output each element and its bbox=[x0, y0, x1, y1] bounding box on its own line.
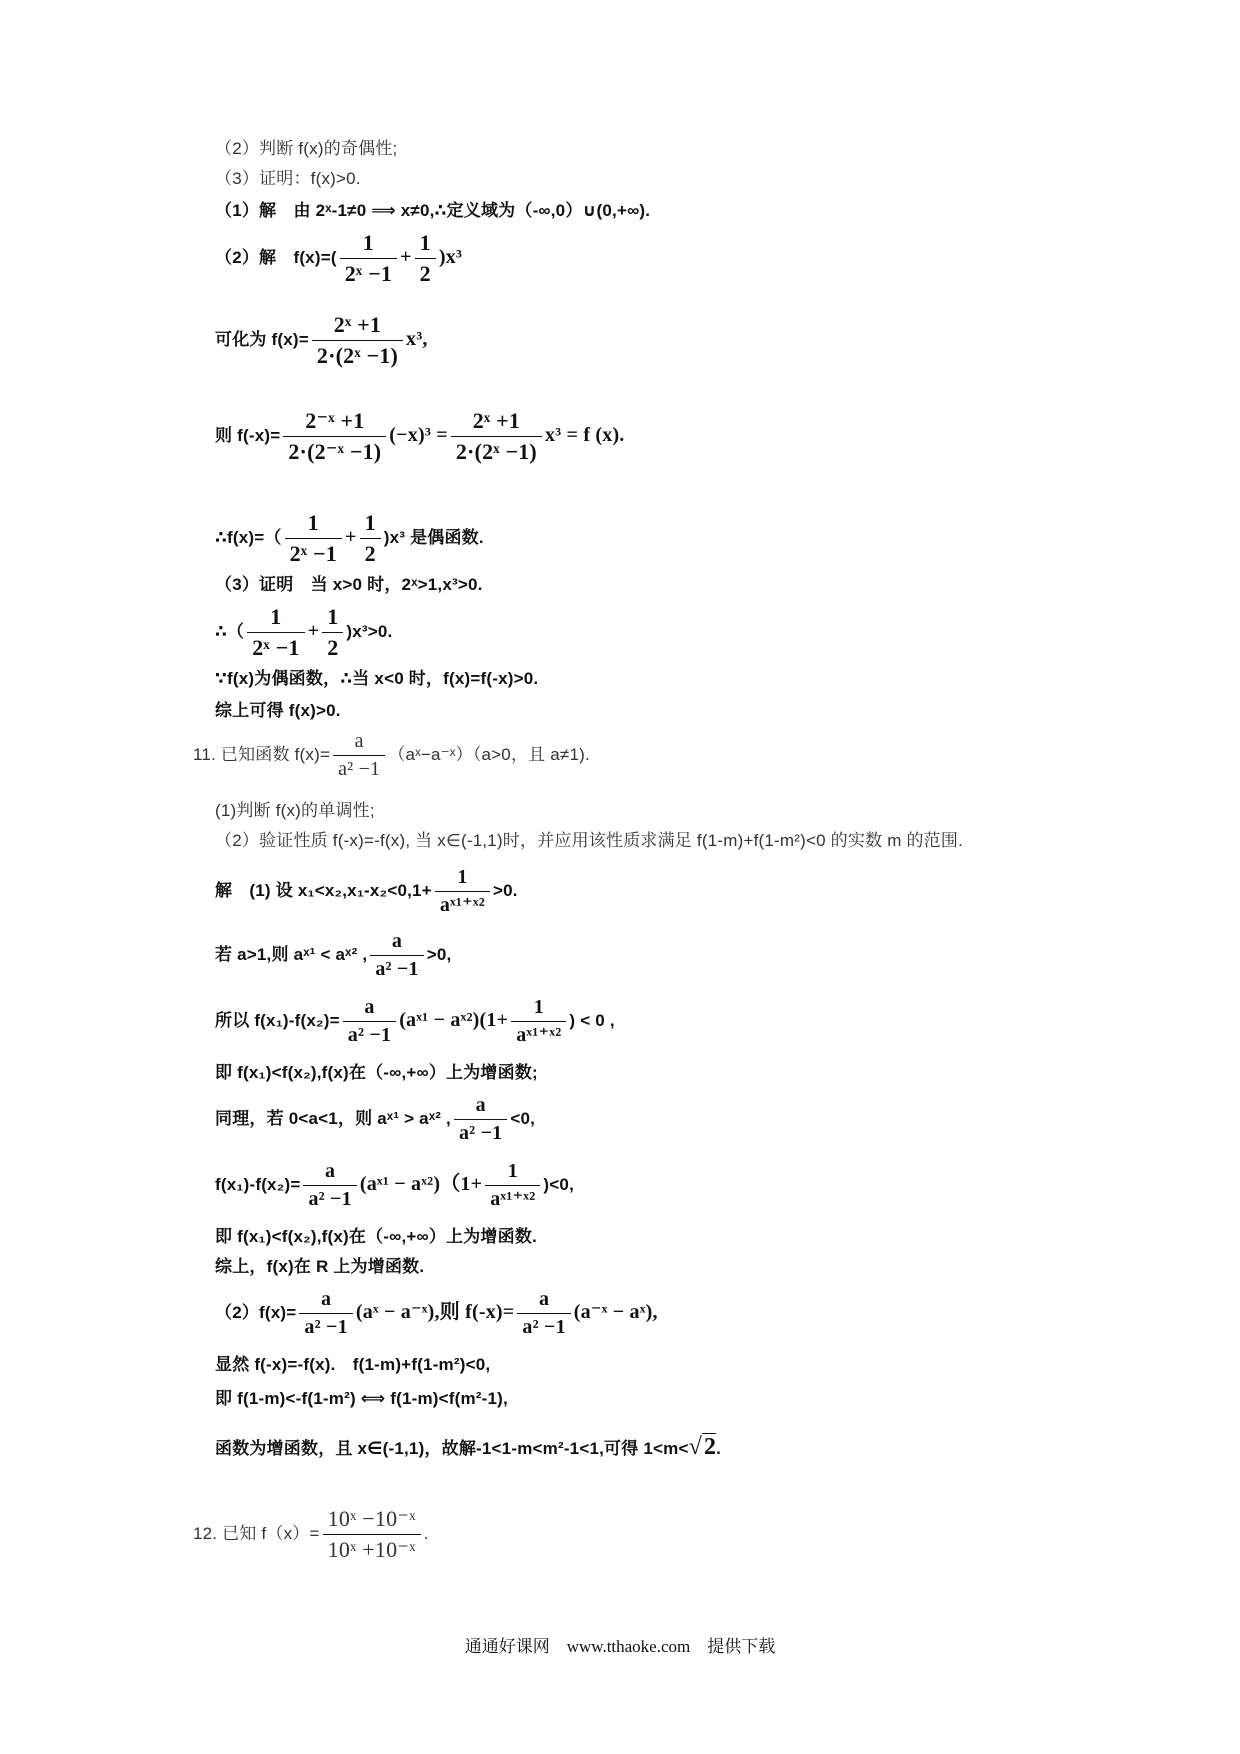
fraction bbox=[247, 604, 304, 661]
denominator: a² −1 bbox=[338, 758, 381, 780]
text-line: 即 f(x₁)<f(x₂),f(x)在（-∞,+∞）上为增函数; bbox=[215, 1063, 538, 1082]
fraction bbox=[312, 312, 403, 369]
numerator: 2ˣ +1 bbox=[312, 312, 403, 341]
numerator: 1 bbox=[285, 510, 342, 539]
text-line: 即 f(x₁)<f(x₂),f(x)在（-∞,+∞）上为增函数. bbox=[215, 1227, 537, 1246]
text-segment: （2）f(x)= bbox=[215, 1302, 297, 1322]
denominator: 2·(2ˣ −1) bbox=[455, 439, 537, 464]
formula-line bbox=[215, 1288, 658, 1339]
numerator: 1 bbox=[322, 604, 343, 633]
text-segment: f(x₁)-f(x₂)= bbox=[215, 1174, 301, 1194]
fraction bbox=[333, 730, 385, 781]
denominator: 2ˣ −1 bbox=[252, 635, 300, 660]
numerator: 1 bbox=[511, 996, 566, 1022]
text-segment: >0, bbox=[426, 944, 452, 964]
formula-line bbox=[215, 1160, 574, 1211]
sqrt-radicand: 2 bbox=[703, 1434, 717, 1460]
numerator: 1 bbox=[485, 1160, 540, 1186]
denominator: 2 bbox=[364, 541, 376, 566]
fraction bbox=[299, 1288, 352, 1339]
fraction bbox=[343, 996, 396, 1047]
denominator: a² −1 bbox=[375, 958, 419, 980]
formula-line bbox=[215, 408, 625, 465]
text-segment: )x³ 是偶函数. bbox=[383, 527, 484, 547]
denominator: 2ˣ −1 bbox=[289, 541, 337, 566]
text-segment: （2）解 f(x)=( bbox=[215, 247, 337, 267]
numerator: a bbox=[333, 730, 385, 756]
fraction bbox=[485, 1160, 540, 1211]
fraction bbox=[511, 996, 566, 1047]
fraction bbox=[360, 510, 381, 567]
denominator: 2·(2⁻ˣ −1) bbox=[288, 439, 382, 464]
numerator: a bbox=[303, 1160, 356, 1186]
plus-sign: + bbox=[400, 245, 412, 268]
text-segment: x³, bbox=[406, 327, 428, 350]
denominator: a² −1 bbox=[308, 1188, 352, 1210]
formula-line bbox=[215, 1436, 721, 1460]
text-line: （2）验证性质 f(-x)=-f(x), 当 x∈(-1,1)时，并应用该性质求满足 f(1-m)+f(1-m²)<0 的实数 m 的范围. bbox=[215, 831, 964, 850]
fraction bbox=[322, 604, 343, 661]
text-segment: 11. 已知函数 f(x)= bbox=[193, 744, 331, 764]
text-segment: 若 a>1,则 aˣ¹ < aˣ² , bbox=[215, 944, 368, 964]
numerator: a bbox=[370, 930, 423, 956]
text-segment: >0. bbox=[493, 880, 518, 900]
text-segment: ) < 0 , bbox=[569, 1010, 615, 1030]
text-segment: (aˣ¹ − aˣ²)（1+ bbox=[359, 1172, 483, 1195]
numerator: 1 bbox=[435, 866, 490, 892]
text-line: 显然 f(-x)=-f(x). f(1-m)+f(1-m²)<0, bbox=[215, 1355, 491, 1374]
text-segment: x³ = f (x). bbox=[544, 423, 625, 446]
formula-line bbox=[215, 604, 392, 661]
numerator: 1 bbox=[340, 230, 397, 259]
denominator: aˣ¹⁺ˣ² bbox=[439, 894, 486, 916]
fraction bbox=[323, 1506, 421, 1563]
numerator: a bbox=[299, 1288, 352, 1314]
fraction bbox=[454, 1094, 507, 1145]
text-line: （2）判断 f(x)的奇偶性; bbox=[215, 139, 398, 158]
text-segment: 则 f(-x)= bbox=[215, 425, 281, 445]
fraction bbox=[340, 230, 397, 287]
fraction bbox=[370, 930, 423, 981]
formula-line bbox=[215, 1094, 535, 1145]
text-line: 综上，f(x)在 R 上为增函数. bbox=[215, 1257, 425, 1276]
text-segment: ∴（ bbox=[215, 621, 245, 641]
plus-sign: + bbox=[307, 619, 320, 642]
numerator: 2⁻ˣ +1 bbox=[283, 408, 386, 437]
fraction bbox=[285, 510, 342, 567]
text-segment: )<0, bbox=[543, 1174, 574, 1194]
sqrt-symbol: √2 bbox=[688, 1434, 717, 1460]
page-footer: 通通好课网 www.tthaoke.com 提供下载 bbox=[464, 1637, 776, 1656]
numerator: 1 bbox=[415, 230, 436, 259]
denominator: a² −1 bbox=[522, 1316, 566, 1338]
text-segment: (aˣ − a⁻ˣ),则 f(-x)= bbox=[355, 1300, 515, 1323]
text-segment: 同理，若 0<a<1，则 aˣ¹ > aˣ² , bbox=[215, 1108, 451, 1128]
question-11 bbox=[193, 730, 590, 781]
fraction bbox=[517, 1288, 570, 1339]
formula-line bbox=[215, 930, 451, 981]
denominator: 2·(2ˣ −1) bbox=[316, 343, 399, 368]
text-segment: 函数为增函数，且 x∈(-1,1)，故解-1<1-m<m²-1<1,可得 1<m< bbox=[215, 1439, 689, 1458]
text-segment: <0, bbox=[510, 1108, 536, 1128]
plus-sign: + bbox=[344, 525, 357, 548]
text-line: （3）证明：f(x)>0. bbox=[215, 169, 361, 188]
numerator: 10ˣ −10⁻ˣ bbox=[323, 1506, 421, 1535]
formula-line bbox=[215, 866, 518, 917]
denominator: a² −1 bbox=[458, 1122, 503, 1144]
fraction bbox=[415, 230, 436, 287]
text-line: （3）证明 当 x>0 时，2ˣ>1,x³>0. bbox=[215, 575, 483, 594]
text-segment: . bbox=[716, 1439, 722, 1458]
text-segment: 可化为 f(x)= bbox=[215, 329, 309, 349]
text-segment: 12. 已知 f（x）= bbox=[193, 1523, 320, 1543]
text-line: 综上可得 f(x)>0. bbox=[215, 701, 341, 720]
denominator: aˣ¹⁺ˣ² bbox=[490, 1188, 536, 1210]
fraction bbox=[303, 1160, 356, 1211]
text-segment: (−x)³ = bbox=[389, 423, 448, 446]
question-12 bbox=[193, 1506, 429, 1563]
text-line: （1）解 由 2ˣ-1≠0 ⟹ x≠0,∴定义域为（-∞,0）∪(0,+∞). bbox=[215, 201, 651, 220]
text-segment: (a⁻ˣ − aˣ), bbox=[573, 1300, 658, 1323]
text-line: 即 f(1-m)<-f(1-m²) ⟺ f(1-m)<f(m²-1), bbox=[215, 1389, 508, 1408]
denominator: 2 bbox=[419, 261, 431, 286]
denominator: a² −1 bbox=[347, 1024, 392, 1046]
numerator: 1 bbox=[247, 604, 304, 633]
text-segment: . bbox=[423, 1523, 429, 1543]
formula-line bbox=[215, 312, 428, 369]
denominator: 10ˣ +10⁻ˣ bbox=[327, 1537, 416, 1562]
text-segment: (aˣ¹ − aˣ²)(1+ bbox=[399, 1008, 509, 1031]
text-segment: （aˣ−a⁻ˣ）（a>0，且 a≠1). bbox=[388, 744, 590, 764]
formula-line bbox=[215, 996, 615, 1047]
text-segment: ∴f(x)=（ bbox=[215, 527, 282, 547]
numerator: 2ˣ +1 bbox=[451, 408, 542, 437]
denominator: 2 bbox=[327, 635, 339, 660]
fraction bbox=[435, 866, 490, 917]
text-segment: )x³ bbox=[438, 245, 463, 268]
numerator: a bbox=[454, 1094, 507, 1120]
text-line: ∵f(x)为偶函数，∴当 x<0 时，f(x)=f(-x)>0. bbox=[215, 669, 539, 688]
text-line: (1)判断 f(x)的单调性; bbox=[215, 801, 375, 820]
denominator: aˣ¹⁺ˣ² bbox=[516, 1024, 562, 1046]
fraction bbox=[451, 408, 542, 465]
denominator: a² −1 bbox=[304, 1316, 348, 1338]
text-segment: 所以 f(x₁)-f(x₂)= bbox=[215, 1010, 340, 1030]
denominator: 2ˣ −1 bbox=[344, 261, 393, 286]
fraction bbox=[283, 408, 386, 465]
text-segment: )x³>0. bbox=[346, 621, 393, 641]
numerator: a bbox=[343, 996, 396, 1022]
numerator: 1 bbox=[360, 510, 381, 539]
numerator: a bbox=[517, 1288, 570, 1314]
formula-line bbox=[215, 230, 462, 287]
text-segment: 解 (1) 设 x₁<x₂,x₁-x₂<0,1+ bbox=[215, 880, 432, 900]
formula-line bbox=[215, 510, 484, 567]
